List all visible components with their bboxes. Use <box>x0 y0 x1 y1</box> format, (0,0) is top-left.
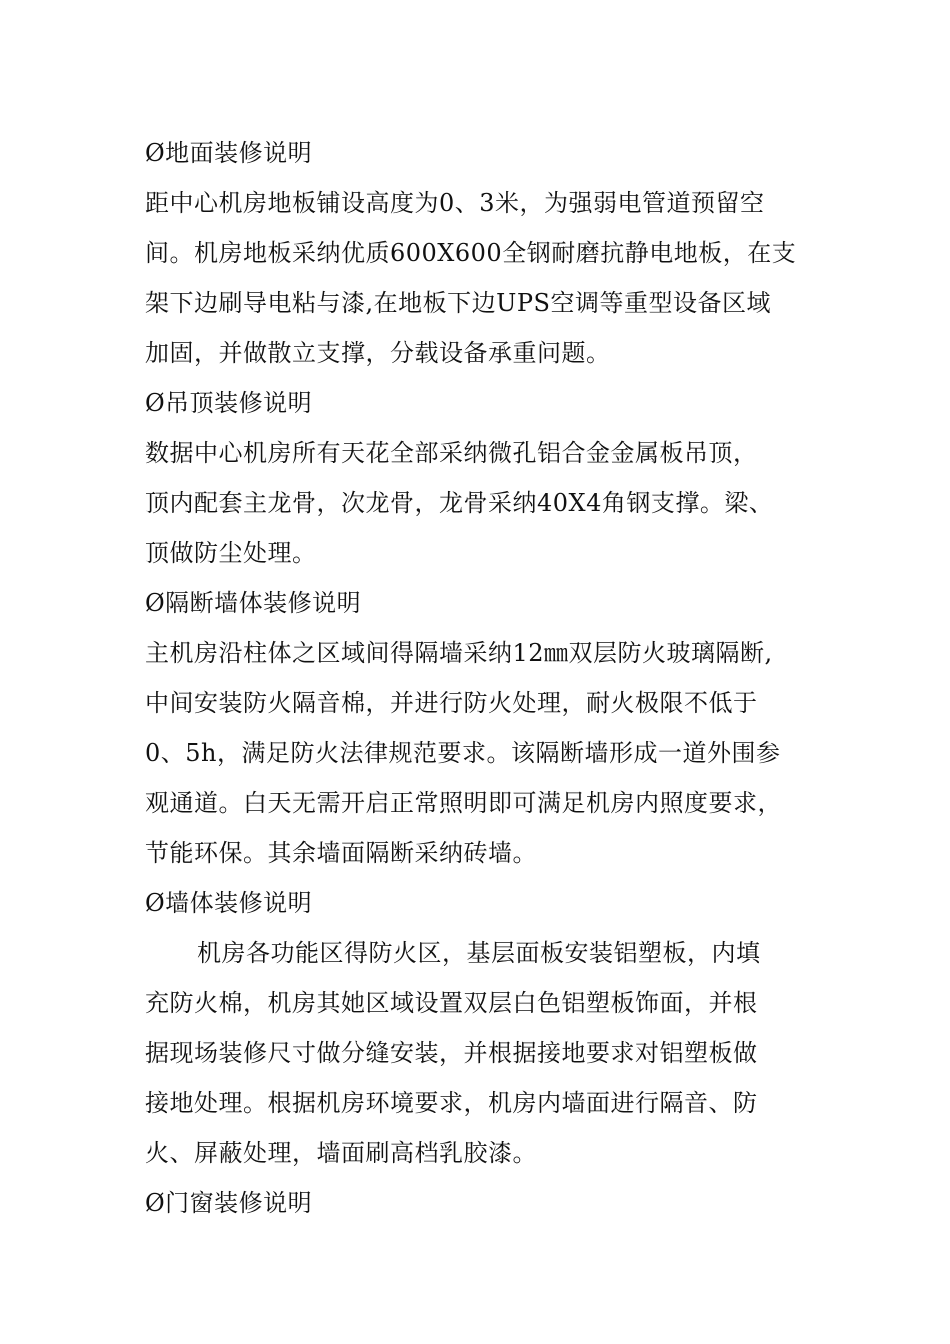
paragraph-line: 主机房沿柱体之区域间得隔墙采纳12㎜双层防火玻璃隔断, <box>145 639 773 667</box>
paragraph-line: 加固，并做散立支撑，分载设备承重问题。 <box>145 339 611 367</box>
paragraph-line: 顶做防尘处理。 <box>145 539 317 567</box>
section-heading-doors-windows: Ø门窗装修说明 <box>145 1189 313 1217</box>
paragraph-line: 距中心机房地板铺设高度为0、3米，为强弱电管道预留空 <box>145 189 765 217</box>
section-heading-wall: Ø墙体装修说明 <box>145 889 313 917</box>
paragraph-line: 中间安装防火隔音棉，并进行防火处理，耐火极限不低于 <box>145 689 758 717</box>
section-heading-ceiling: Ø吊顶装修说明 <box>145 389 313 417</box>
paragraph-line: 间。机房地板采纳优质600X600全钢耐磨抗静电地板，在支 <box>145 239 797 267</box>
paragraph-line: 充防火棉，机房其她区域设置双层白色铝塑板饰面，并根 <box>145 989 758 1017</box>
paragraph-line: 观通道。白天无需开启正常照明即可满足机房内照度要求， <box>145 789 782 817</box>
section-heading-floor: Ø地面装修说明 <box>145 139 313 167</box>
paragraph-line: 0、5h，满足防火法律规范要求。该隔断墙形成一道外围参 <box>145 739 781 767</box>
paragraph-line: 接地处理。根据机房环境要求，机房内墙面进行隔音、防 <box>145 1089 758 1117</box>
paragraph-line: 节能环保。其余墙面隔断采纳砖墙。 <box>145 839 537 867</box>
paragraph-line: 顶内配套主龙骨，次龙骨，龙骨采纳40X4角钢支撑。梁、 <box>145 489 774 517</box>
document-body <box>145 128 810 1228</box>
section-heading-partition: Ø隔断墙体装修说明 <box>145 589 362 617</box>
paragraph-line: 火、屏蔽处理，墙面刷高档乳胶漆。 <box>145 1139 537 1167</box>
paragraph-line: 数据中心机房所有天花全部采纳微孔铝合金金属板吊顶， <box>145 439 758 467</box>
paragraph-line: 架下边刷导电粘与漆,在地板下边UPS空调等重型设备区域 <box>145 289 771 317</box>
paragraph-line: 机房各功能区得防火区，基层面板安装铝塑板，内填 <box>197 939 761 967</box>
paragraph-line: 据现场装修尺寸做分缝安装，并根据接地要求对铝塑板做 <box>145 1039 758 1067</box>
